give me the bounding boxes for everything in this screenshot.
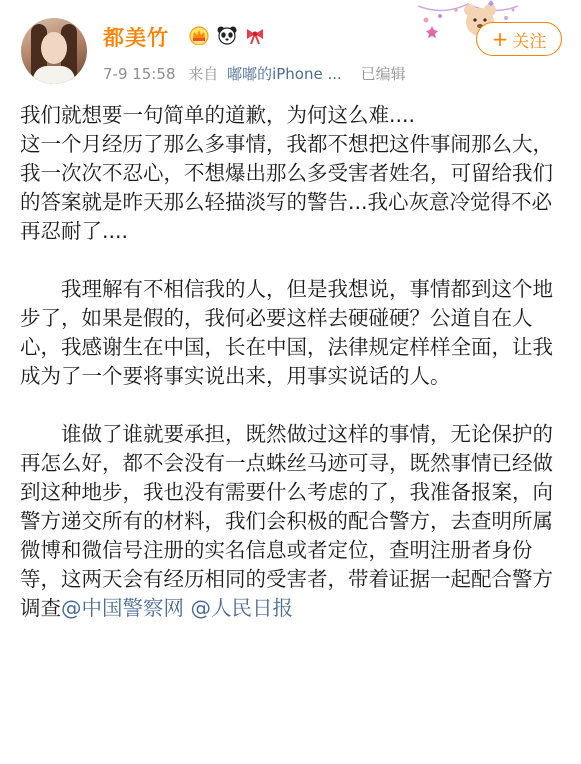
- paragraph-3: [20, 420, 568, 623]
- mention-link[interactable]: @中国警察网: [61, 596, 184, 620]
- paragraph-1: [20, 101, 568, 246]
- paragraph-1-line-1: 我们就想要一句简单的道歉，为何这么难....: [20, 103, 416, 127]
- paragraph-3-text: 谁做了谁就要承担，既然做过这样的事情，无论保护的再怎么好，都不会没有一点蛛丝马迹可寻，既然事情已经做到这种地步，我也没有需要什么考虑的了，我准备报案，向警方递交所有的材料，我们会积极的配合警方，去查明所属微博和微信号注册的实名信息或者定位，查明注册者身份等，这两天会有经历相同的受害者，带着证据一起配合警方调查: [20, 422, 553, 620]
- paragraph-1-rest: 这一个月经历了那么多事情，我都不想把这件事闹那么大，我一次次不忍心，不想爆出那么多受害者姓名，可留给我们的答案就是昨天那么轻描淡写的警告...我心灰意冷觉得不必再忍耐了....: [20, 132, 553, 243]
- gift-bow-badge-icon[interactable]: [244, 25, 266, 45]
- post-header: [0, 0, 581, 100]
- avatar[interactable]: [21, 18, 87, 84]
- panda-badge-icon[interactable]: [216, 25, 238, 45]
- edited-label[interactable]: 已编辑: [360, 65, 406, 83]
- paragraph-2-text: 我理解有不相信我的人，但是我想说，事情都到这个地步了，如果是假的，我何必要这样去硬碰硬？公道自在人心，我感谢生在中国，长在中国，法律规定样样全面，让我成为了一个要将事实说出来，用事实说话的人。: [20, 277, 553, 388]
- post-meta: [103, 63, 406, 84]
- user-badges: [188, 25, 266, 45]
- crown-badge-icon[interactable]: [188, 25, 210, 45]
- source-prefix: 来自: [188, 65, 219, 83]
- post-source[interactable]: 嘟嘟的iPhone ...: [227, 65, 342, 83]
- paragraph-2: [20, 275, 568, 391]
- post-body: [20, 101, 568, 623]
- mention-link[interactable]: @人民日报: [190, 596, 294, 620]
- post-time[interactable]: 7-9 15:58: [103, 65, 176, 83]
- username[interactable]: 都美竹: [103, 26, 169, 50]
- follow-button[interactable]: [476, 22, 562, 56]
- plus-icon: +: [491, 27, 509, 51]
- follow-label: 关注: [512, 31, 547, 52]
